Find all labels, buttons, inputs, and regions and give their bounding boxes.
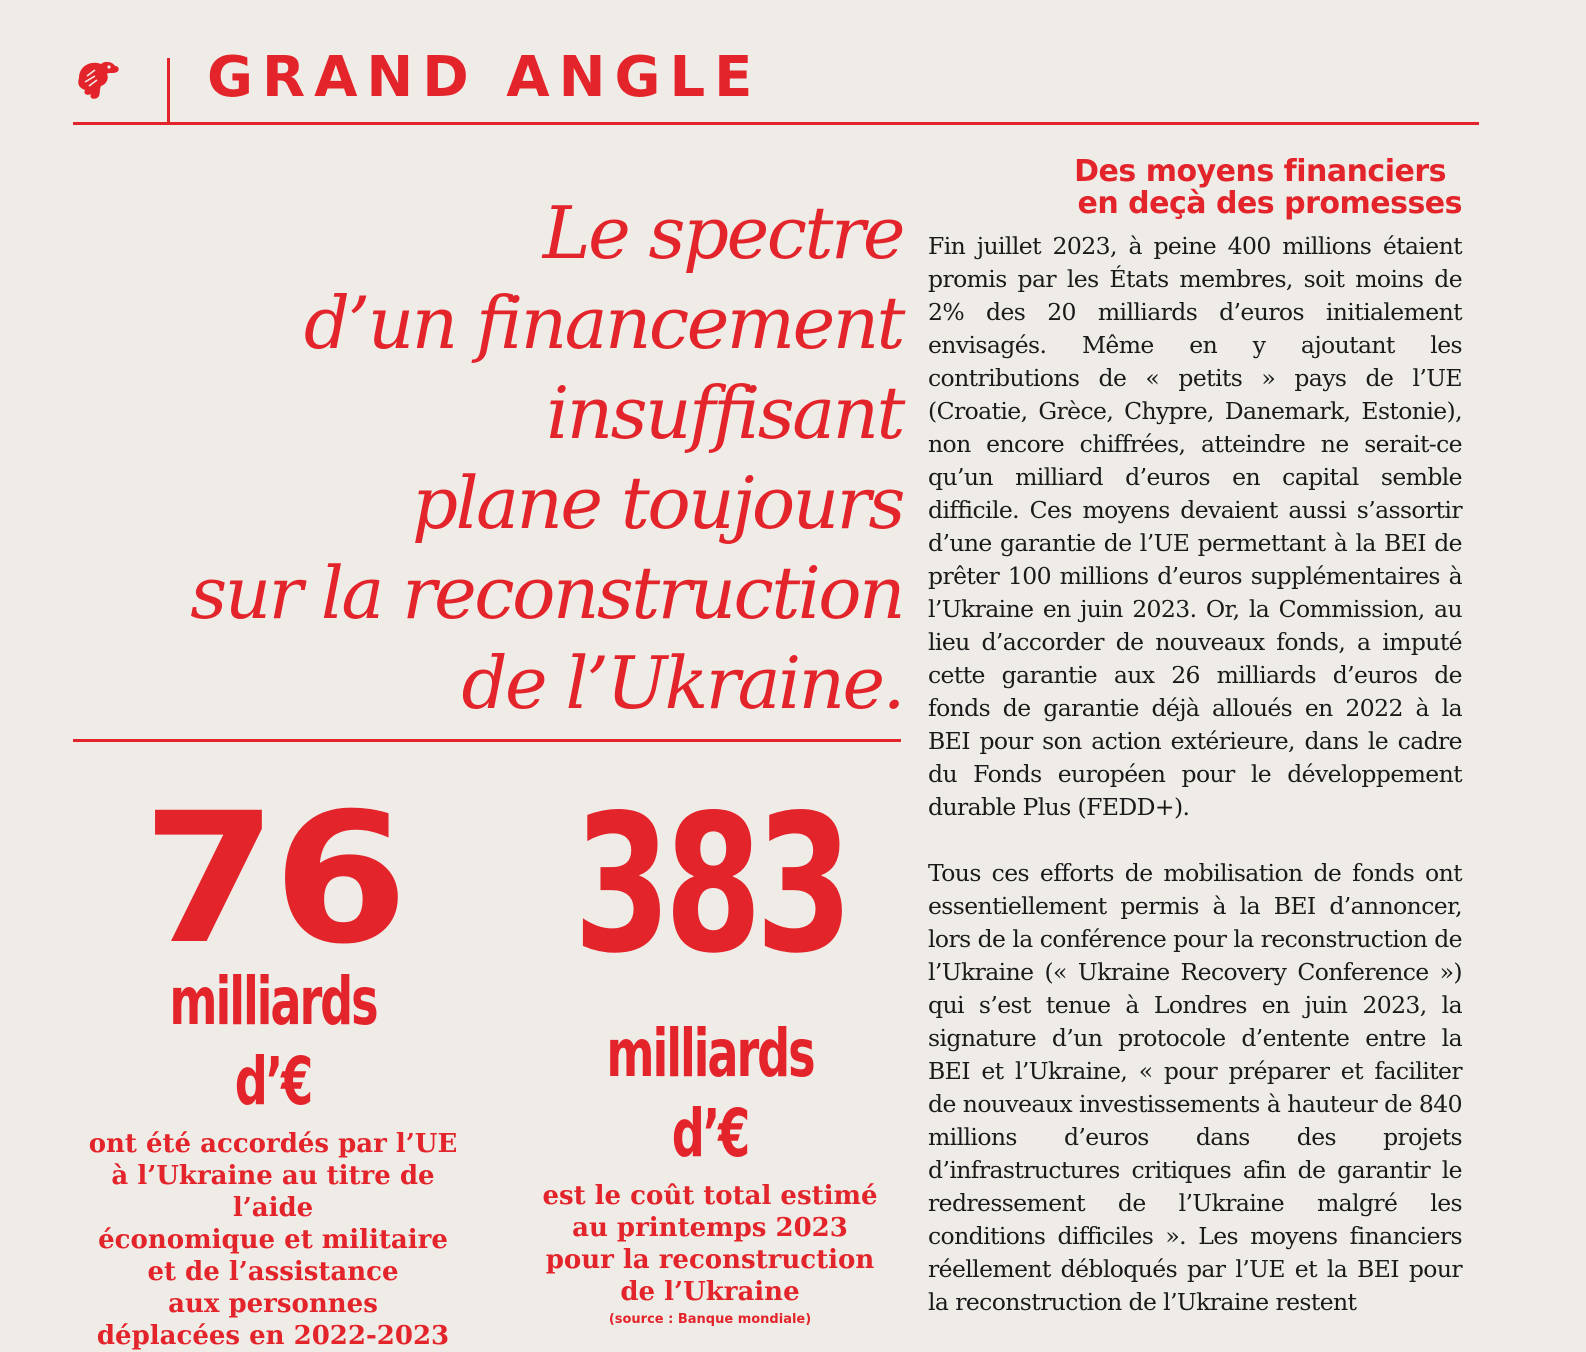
stat-description-line: de l’Ukraine: [620, 1277, 800, 1307]
stat-description-line: au printemps 2023: [572, 1213, 848, 1243]
mascot-logo-icon: [73, 56, 121, 104]
headline-line: d’un financement: [303, 281, 903, 365]
headline-line: insuffisant: [546, 371, 903, 455]
headline-line: de l’Ukraine.: [461, 641, 903, 725]
stat-number: 76: [142, 775, 404, 984]
stat-description: [520, 1180, 900, 1308]
stat-description-line: à l’Ukraine au titre de l’aide: [111, 1161, 435, 1223]
section-title: GRAND ANGLE: [207, 45, 762, 110]
body-paragraph: Tous ces efforts de mobilisation de fonds ont essentiellement permis à la BEI d’annoncer, lors de la conférence pour la reconstruction de l’Ukraine (« Ukraine Recovery Conference ») qui s’est tenue à Londres en juin 2023, la signature d’un protocole d’entente entre la BEI et l’Ukraine, « pour préparer et faciliter de nouveaux investissements à hauteur de 840 millions d’euros dans des projets d’infrastructures critiques afin de garantir le redressement de l’Ukraine malgré les conditions difficiles ». Les moyens financiers réellement débloqués par l’UE et la BEI pour la reconstruction de l’Ukraine restent: [928, 859, 1462, 1316]
header-divider: [167, 58, 170, 123]
sidebar-title-line: Des moyens financiers: [1074, 154, 1446, 189]
stat-description-line: économique et militaire: [98, 1225, 448, 1255]
section-divider: [73, 739, 901, 742]
headline-line: sur la reconstruction: [190, 551, 903, 635]
stat-description-line: pour la reconstruction: [545, 1245, 875, 1275]
stat-description-line: est le coût total estimé: [542, 1181, 878, 1211]
stat-source: (source : Banque mondiale): [608, 1312, 812, 1327]
stat-eu-aid: [73, 775, 473, 1352]
stat-description-line: aux personnes: [168, 1289, 378, 1319]
headline-line: Le spectre: [542, 191, 903, 275]
body-paragraph: Fin juillet 2023, à peine 400 millions étaient promis par les États membres, soit moins de 2% des 20 milliards d’euros initialement envisagés. Même en y ajoutant les contributions de « petits » pays de l’UE (Croatie, Grèce, Chypre, Danemark, Estonie), non encore chiffrées, atteindre ne serait-ce qu’un milliard d’euros en capital semble difficile. Ces moyens devaient aussi s’assortir d’une garantie de l’UE permettant à la BEI de prêter 100 millions d’euros supplémentaires à l’Ukraine en juin 2023. Or, la Commission, au lieu d’accorder de nouveaux fonds, a imputé cette garantie aux 26 milliards d’euros de fonds de garantie déjà alloués en 2022 à la BEI pour son action extérieure, dans le cadre du Fonds européen pour le développement durable Plus (FEDD+).: [928, 232, 1462, 821]
header-rule: [73, 122, 1479, 125]
section-header: [73, 44, 1479, 124]
headline-line: plane toujours: [412, 461, 903, 545]
stat-description: [73, 1128, 473, 1352]
stat-unit: milliards d’€: [606, 1015, 814, 1172]
stat-number: 383: [573, 774, 847, 995]
stat-description-line: déplacées en 2022-2023: [96, 1321, 450, 1351]
sidebar-body: [928, 230, 1462, 1352]
sidebar-title-line: en deçà des promesses: [1077, 186, 1462, 221]
stat-description-line: et de l’assistance: [147, 1257, 399, 1287]
stat-unit: milliards d’€: [169, 963, 377, 1120]
stat-reconstruction-cost: [520, 774, 900, 1327]
stat-description-line: ont été accordés par l’UE: [88, 1129, 458, 1159]
sidebar-title: [940, 156, 1462, 220]
headline: [73, 188, 903, 728]
